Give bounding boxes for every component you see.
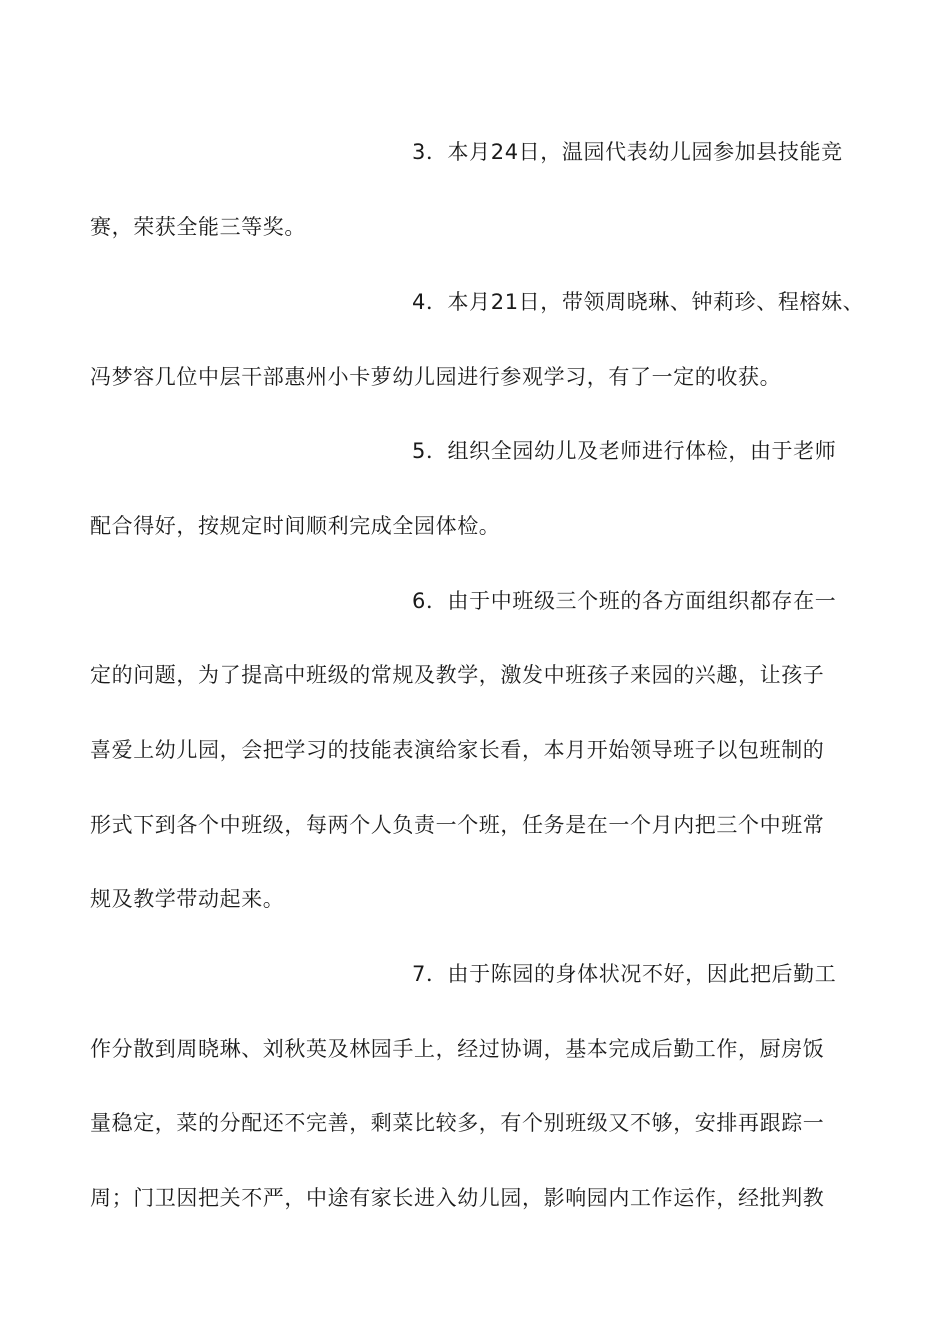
item-3-line-1: 3．本月24日，温园代表幼儿园参加县技能竞 [412,140,843,164]
item-4-line-2: 冯梦容几位中层干部惠州小卡萝幼儿园进行参观学习，有了一定的收获。 [90,365,782,389]
item-7-line-1: 7．由于陈园的身体状况不好，因此把后勤工 [412,962,837,986]
item-6-line-2: 定的问题，为了提高中班级的常规及教学，激发中班孩子来园的兴趣，让孩子 [90,663,825,687]
item-6-line-4: 形式下到各个中班级，每两个人负责一个班，任务是在一个月内把三个中班常 [90,813,825,837]
item-6-line-5: 规及教学带动起来。 [90,887,285,911]
item-7-line-4: 周；门卫因把关不严，中途有家长进入幼儿园，影响园内工作运作，经批判教 [90,1186,825,1210]
item-7-line-3: 量稳定，菜的分配还不完善，剩菜比较多，有个别班级又不够，安排再跟踪一 [90,1111,825,1135]
item-7-line-2: 作分散到周晓琳、刘秋英及林园手上，经过协调，基本完成后勤工作，厨房饭 [90,1037,825,1061]
item-4-line-1: 4．本月21日，带领周晓琳、钟莉珍、程榕妹、 [412,290,865,314]
item-6-line-1: 6．由于中班级三个班的各方面组织都存在一 [412,589,837,613]
item-5-line-1: 5．组织全园幼儿及老师进行体检，由于老师 [412,439,837,463]
item-3-line-2: 赛，荣获全能三等奖。 [90,215,306,239]
item-5-line-2: 配合得好，按规定时间顺利完成全园体检。 [90,514,501,538]
item-6-line-3: 喜爱上幼儿园，会把学习的技能表演给家长看，本月开始领导班子以包班制的 [90,738,825,762]
